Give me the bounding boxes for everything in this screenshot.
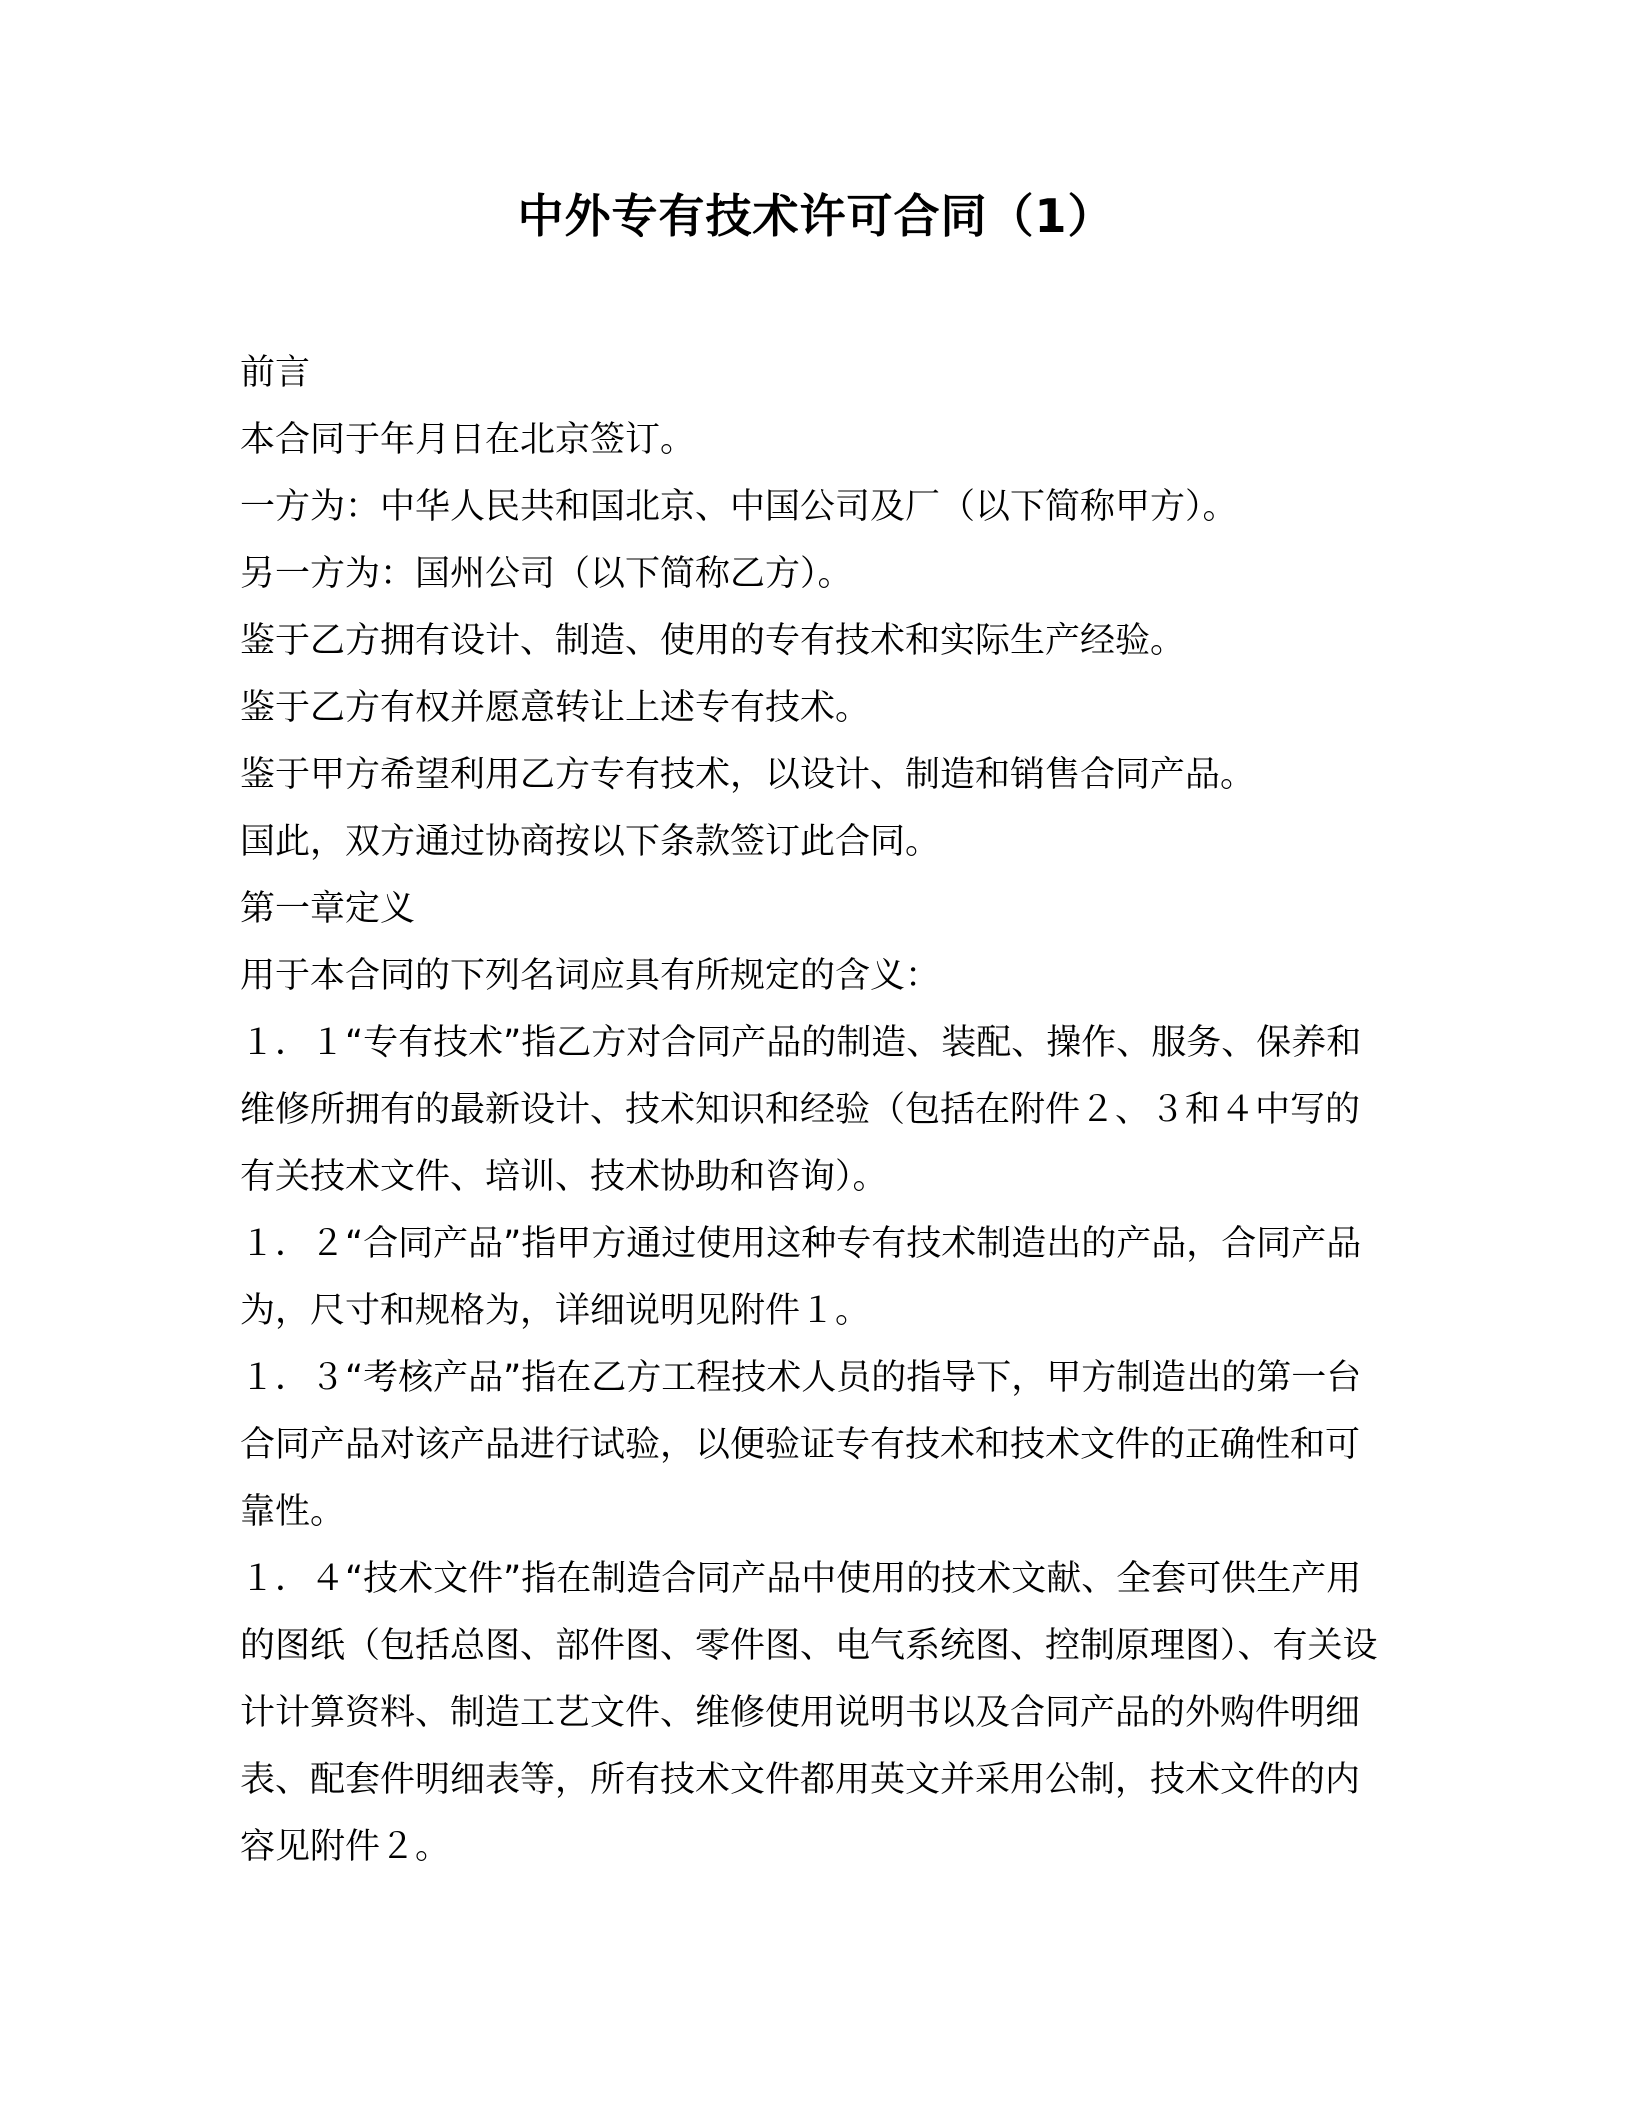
chapter-heading: 第一章定义 bbox=[240, 889, 416, 929]
paragraph-preface-heading: 前言 bbox=[240, 353, 311, 393]
paragraph-party-a: 一方为：中华人民共和国北京、中国公司及厂（以下简称甲方）。 bbox=[240, 487, 1238, 527]
clause-1-3: １．３“考核产品”指在乙方工程技术人员的指导下，甲方制造出的第一台合同产品对该产品进行试验，以便验证专有技术和技术文件的正确性和可靠性。 bbox=[240, 1358, 1362, 1532]
paragraph-whereas-1: 鉴于乙方拥有设计、制造、使用的专有技术和实际生产经验。 bbox=[240, 621, 1186, 661]
paragraph-party-b: 另一方为：国州公司（以下简称乙方）。 bbox=[240, 554, 853, 594]
paragraph-whereas-3: 鉴于甲方希望利用乙方专有技术，以设计、制造和销售合同产品。 bbox=[240, 755, 1256, 795]
paragraph-whereas-2: 鉴于乙方有权并愿意转让上述专有技术。 bbox=[240, 688, 871, 728]
clause-1-4: １．４“技术文件”指在制造合同产品中使用的技术文献、全套可供生产用的图纸（包括总图、部件图、零件图、电气系统图、控制原理图）、有关设计计算资料、制造工艺文件、维修使用说明书以及合同产品的外购件明细表、配套件明细表等，所有技术文件都用英文并采用公制，技术文件的内容见附件２。 bbox=[240, 1559, 1378, 1867]
paragraph-agreement: 国此，双方通过协商按以下条款签订此合同。 bbox=[240, 822, 941, 862]
paragraph-signing-place: 本合同于年月日在北京签订。 bbox=[240, 420, 696, 460]
paragraph-definitions-intro: 用于本合同的下列名词应具有所规定的含义： bbox=[240, 956, 941, 996]
document-body bbox=[240, 340, 1390, 1881]
clause-1-1: １．１“专有技术”指乙方对合同产品的制造、装配、操作、服务、保养和维修所拥有的最新设计、技术知识和经验（包括在附件２、３和４中写的有关技术文件、培训、技术协助和咨询）。 bbox=[240, 1023, 1362, 1197]
document-title: 中外专有技术许可合同（1） bbox=[517, 189, 1115, 243]
clause-1-2: １．２“合同产品”指甲方通过使用这种专有技术制造出的产品，合同产品为，尺寸和规格为，详细说明见附件１。 bbox=[240, 1224, 1362, 1331]
